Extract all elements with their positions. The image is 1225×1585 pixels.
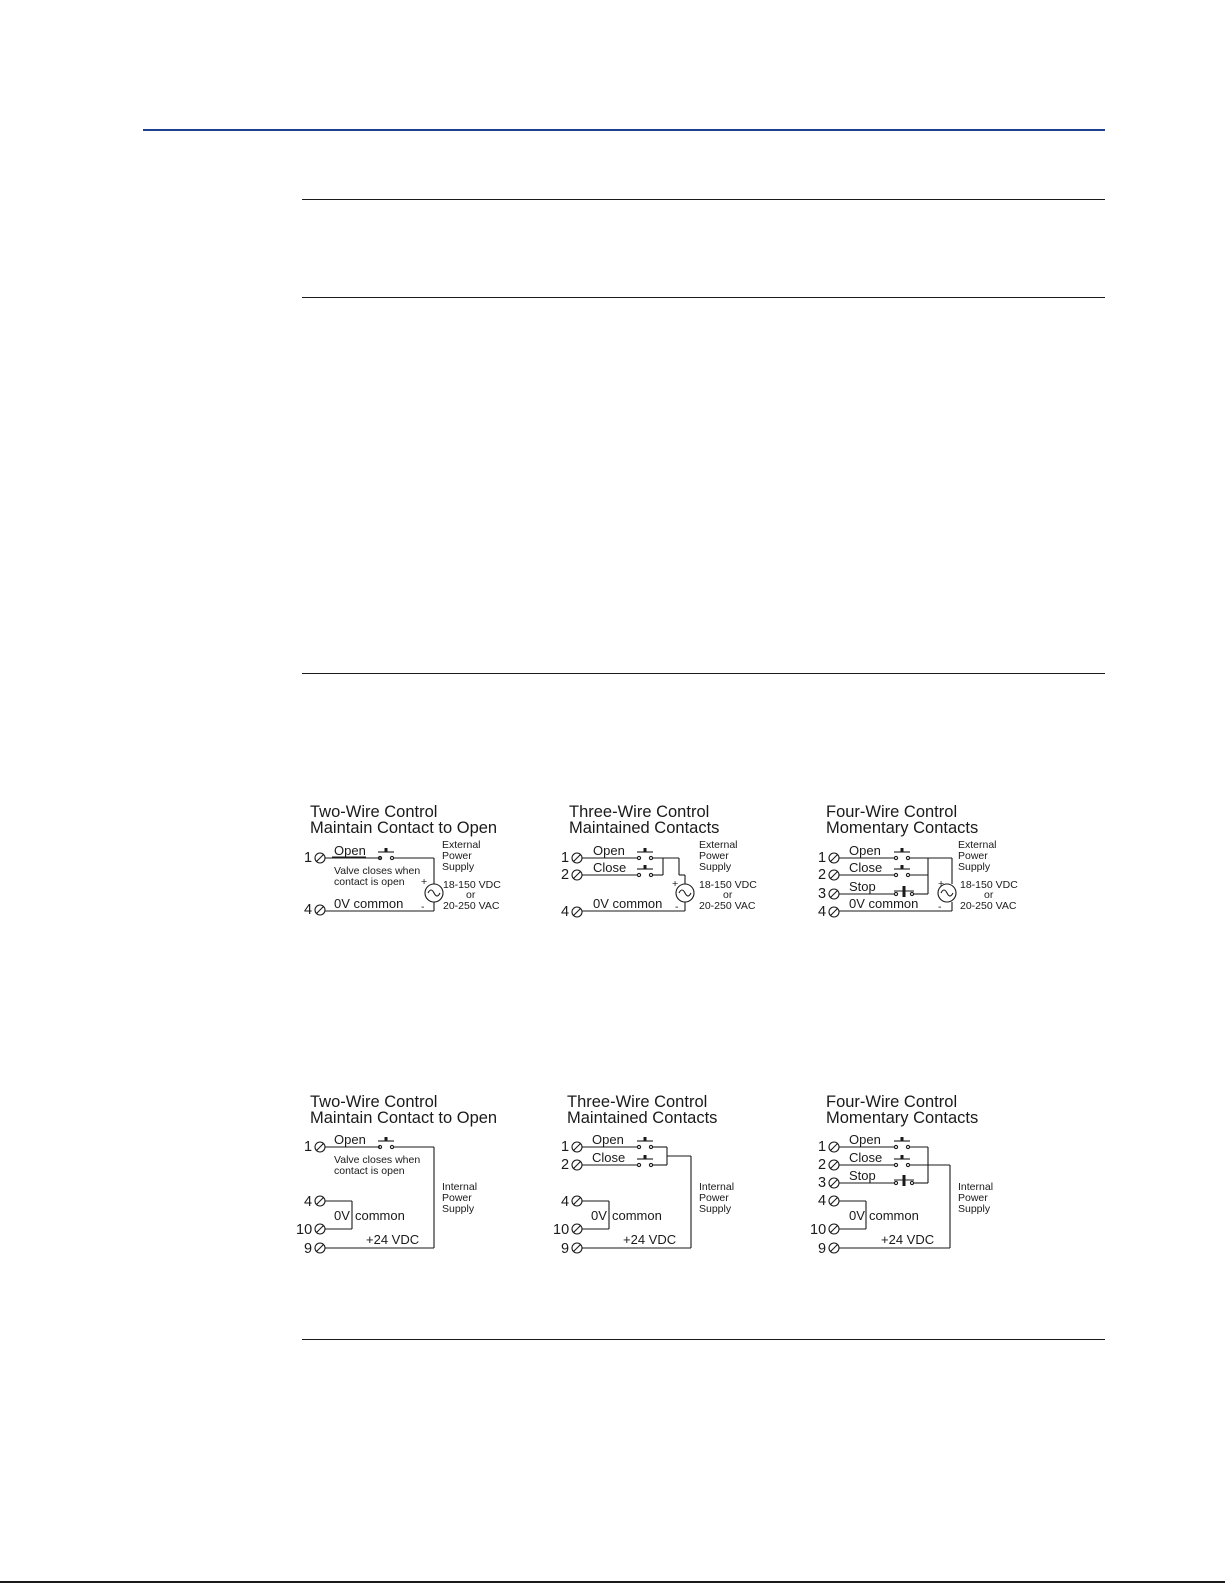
diagram-title: Four-Wire Control [826, 803, 958, 821]
ac-source-icon [676, 884, 694, 902]
terminal-number: 3 [818, 1175, 827, 1191]
supply-label: External [442, 839, 481, 851]
diagram-subtitle: Maintained Contacts [567, 1109, 718, 1127]
vdc-label: +24 VDC [881, 1232, 935, 1247]
supply-label: Internal [958, 1181, 994, 1193]
close-label: Close [593, 860, 627, 875]
terminal-screw-icon [315, 905, 325, 915]
note-text: contact is open [334, 876, 405, 888]
common-label: common [869, 1208, 919, 1223]
stop-label: Stop [849, 1168, 876, 1183]
diagram-title: Four-Wire Control [826, 1093, 958, 1111]
ac-source-icon [938, 884, 956, 902]
zero-v-label: 0V [849, 1208, 865, 1223]
vdc-label: +24 VDC [623, 1232, 677, 1247]
terminal-screw-icon [829, 1243, 839, 1253]
common-label: common [355, 1208, 405, 1223]
terminal-screw-icon [572, 1160, 582, 1170]
terminal-screw-icon [829, 1178, 839, 1188]
terminal-number: 1 [818, 850, 827, 866]
terminal-number: 4 [561, 1194, 570, 1210]
supply-label: Power [442, 850, 472, 862]
voltage-label: 18-150 VDC [699, 879, 757, 891]
terminal-number: 4 [561, 904, 570, 920]
terminal-number: 4 [304, 902, 313, 918]
switch-no-icon [894, 1137, 910, 1149]
terminal-screw-icon [572, 870, 582, 880]
diagram-subtitle: Momentary Contacts [826, 1109, 979, 1127]
terminal-number: 1 [304, 1139, 313, 1155]
switch-no-icon [378, 1137, 394, 1149]
switch-no-icon [637, 1137, 653, 1149]
voltage-label: or [466, 889, 476, 901]
terminal-number: 2 [561, 867, 570, 883]
terminal-screw-icon [572, 1224, 582, 1234]
wiring-diagram-three-wire-external [557, 800, 777, 925]
diagram-title: Two-Wire Control [310, 803, 438, 821]
supply-label: Power [699, 1192, 729, 1204]
wiring-diagram-three-wire-internal [553, 1090, 777, 1265]
terminal-screw-icon [829, 907, 839, 917]
ac-source-icon [425, 884, 443, 902]
switch-no-icon [637, 848, 653, 860]
open-label: Open [592, 1132, 624, 1147]
wiring-diagram-two-wire-external [300, 800, 520, 925]
common-label: 0V common [849, 896, 919, 911]
minus-sign: - [421, 901, 425, 913]
supply-label: Supply [442, 1203, 475, 1215]
common-label: common [612, 1208, 662, 1223]
supply-label: Supply [442, 861, 475, 873]
terminal-number: 1 [304, 850, 313, 866]
supply-label: Power [958, 850, 988, 862]
terminal-screw-icon [829, 870, 839, 880]
zero-v-label: 0V [334, 1208, 350, 1223]
vdc-label: +24 VDC [366, 1232, 420, 1247]
open-label: Open [849, 1132, 881, 1147]
wiring-diagram-two-wire-internal [296, 1090, 520, 1265]
diagram-subtitle: Maintained Contacts [569, 819, 720, 837]
close-label: Close [849, 860, 883, 875]
voltage-label: 20-250 VAC [960, 900, 1017, 912]
terminal-number: 3 [818, 886, 827, 902]
section-rule [302, 673, 1105, 674]
minus-sign: - [675, 901, 679, 913]
supply-label: Supply [958, 1203, 991, 1215]
plus-sign: + [421, 876, 428, 888]
footer-rule [0, 1581, 1225, 1583]
supply-label: Supply [699, 1203, 732, 1215]
switch-no-icon [637, 865, 653, 877]
terminal-number: 1 [561, 850, 570, 866]
voltage-label: 20-250 VAC [699, 900, 756, 912]
wiring-diagram-four-wire-external [814, 800, 1034, 925]
supply-label: Power [958, 1192, 988, 1204]
supply-label: Internal [699, 1181, 735, 1193]
terminal-screw-icon [829, 889, 839, 899]
open-label: Open [849, 843, 881, 858]
voltage-label: or [723, 889, 733, 901]
open-label: Open [334, 843, 366, 858]
terminal-screw-icon [829, 1142, 839, 1152]
switch-nc-icon [894, 1175, 914, 1186]
voltage-label: 18-150 VDC [960, 879, 1018, 891]
section-rule [302, 297, 1105, 298]
plus-sign: + [938, 878, 945, 890]
voltage-label: or [984, 889, 994, 901]
terminal-number: 9 [304, 1241, 313, 1257]
switch-no-icon [894, 848, 910, 860]
diagram-subtitle: Momentary Contacts [826, 819, 979, 837]
terminal-screw-icon [315, 1243, 325, 1253]
terminal-number: 10 [810, 1222, 827, 1238]
plus-sign: + [672, 878, 679, 890]
supply-label: External [958, 839, 997, 851]
terminal-number: 4 [818, 1193, 827, 1209]
terminal-screw-icon [315, 1224, 325, 1234]
section-rule [302, 199, 1105, 200]
diagram-title: Three-Wire Control [569, 803, 710, 821]
diagram-title: Three-Wire Control [567, 1093, 708, 1111]
diagram-subtitle: Maintain Contact to Open [310, 819, 498, 837]
supply-label: Supply [699, 861, 732, 873]
stop-label: Stop [849, 879, 876, 894]
supply-label: Supply [958, 861, 991, 873]
terminal-screw-icon [315, 853, 325, 863]
switch-no-icon [637, 1155, 653, 1167]
terminal-screw-icon [829, 1224, 839, 1234]
terminal-number: 2 [818, 867, 827, 883]
supply-label: Power [442, 1192, 472, 1204]
supply-label: Power [699, 850, 729, 862]
diagram-title: Two-Wire Control [310, 1093, 438, 1111]
zero-v-label: 0V [591, 1208, 607, 1223]
supply-label: External [699, 839, 738, 851]
close-label: Close [849, 1150, 883, 1165]
terminal-number: 10 [553, 1222, 570, 1238]
minus-sign: - [938, 901, 942, 913]
terminal-number: 2 [561, 1157, 570, 1173]
terminal-number: 4 [818, 904, 827, 920]
header-rule [143, 129, 1105, 131]
section-rule [302, 1339, 1105, 1340]
terminal-number: 10 [296, 1222, 313, 1238]
terminal-screw-icon [572, 1243, 582, 1253]
terminal-screw-icon [572, 1142, 582, 1152]
switch-no-icon [894, 1155, 910, 1167]
terminal-screw-icon [829, 1196, 839, 1206]
voltage-label: 18-150 VDC [443, 879, 501, 891]
terminal-screw-icon [315, 1196, 325, 1206]
terminal-screw-icon [572, 1196, 582, 1206]
diagram-subtitle: Maintain Contact to Open [310, 1109, 498, 1127]
common-label: 0V common [334, 896, 404, 911]
note-text: Valve closes when [334, 865, 421, 877]
switch-no-icon [894, 865, 910, 877]
note-text: contact is open [334, 1165, 405, 1177]
voltage-label: 20-250 VAC [443, 900, 500, 912]
terminal-screw-icon [572, 853, 582, 863]
terminal-screw-icon [315, 1142, 325, 1152]
terminal-number: 9 [561, 1241, 570, 1257]
wiring-diagram-four-wire-internal [810, 1090, 1034, 1265]
terminal-screw-icon [572, 907, 582, 917]
close-label: Close [592, 1150, 626, 1165]
terminal-number: 4 [304, 1194, 313, 1210]
supply-label: Internal [442, 1181, 478, 1193]
terminal-number: 1 [818, 1139, 827, 1155]
terminal-number: 2 [818, 1157, 827, 1173]
terminal-number: 9 [818, 1241, 827, 1257]
terminal-screw-icon [829, 1160, 839, 1170]
open-label: Open [593, 843, 625, 858]
open-label: Open [334, 1132, 366, 1147]
terminal-number: 1 [561, 1139, 570, 1155]
terminal-screw-icon [829, 853, 839, 863]
note-text: Valve closes when [334, 1154, 421, 1166]
common-label: 0V common [593, 896, 663, 911]
